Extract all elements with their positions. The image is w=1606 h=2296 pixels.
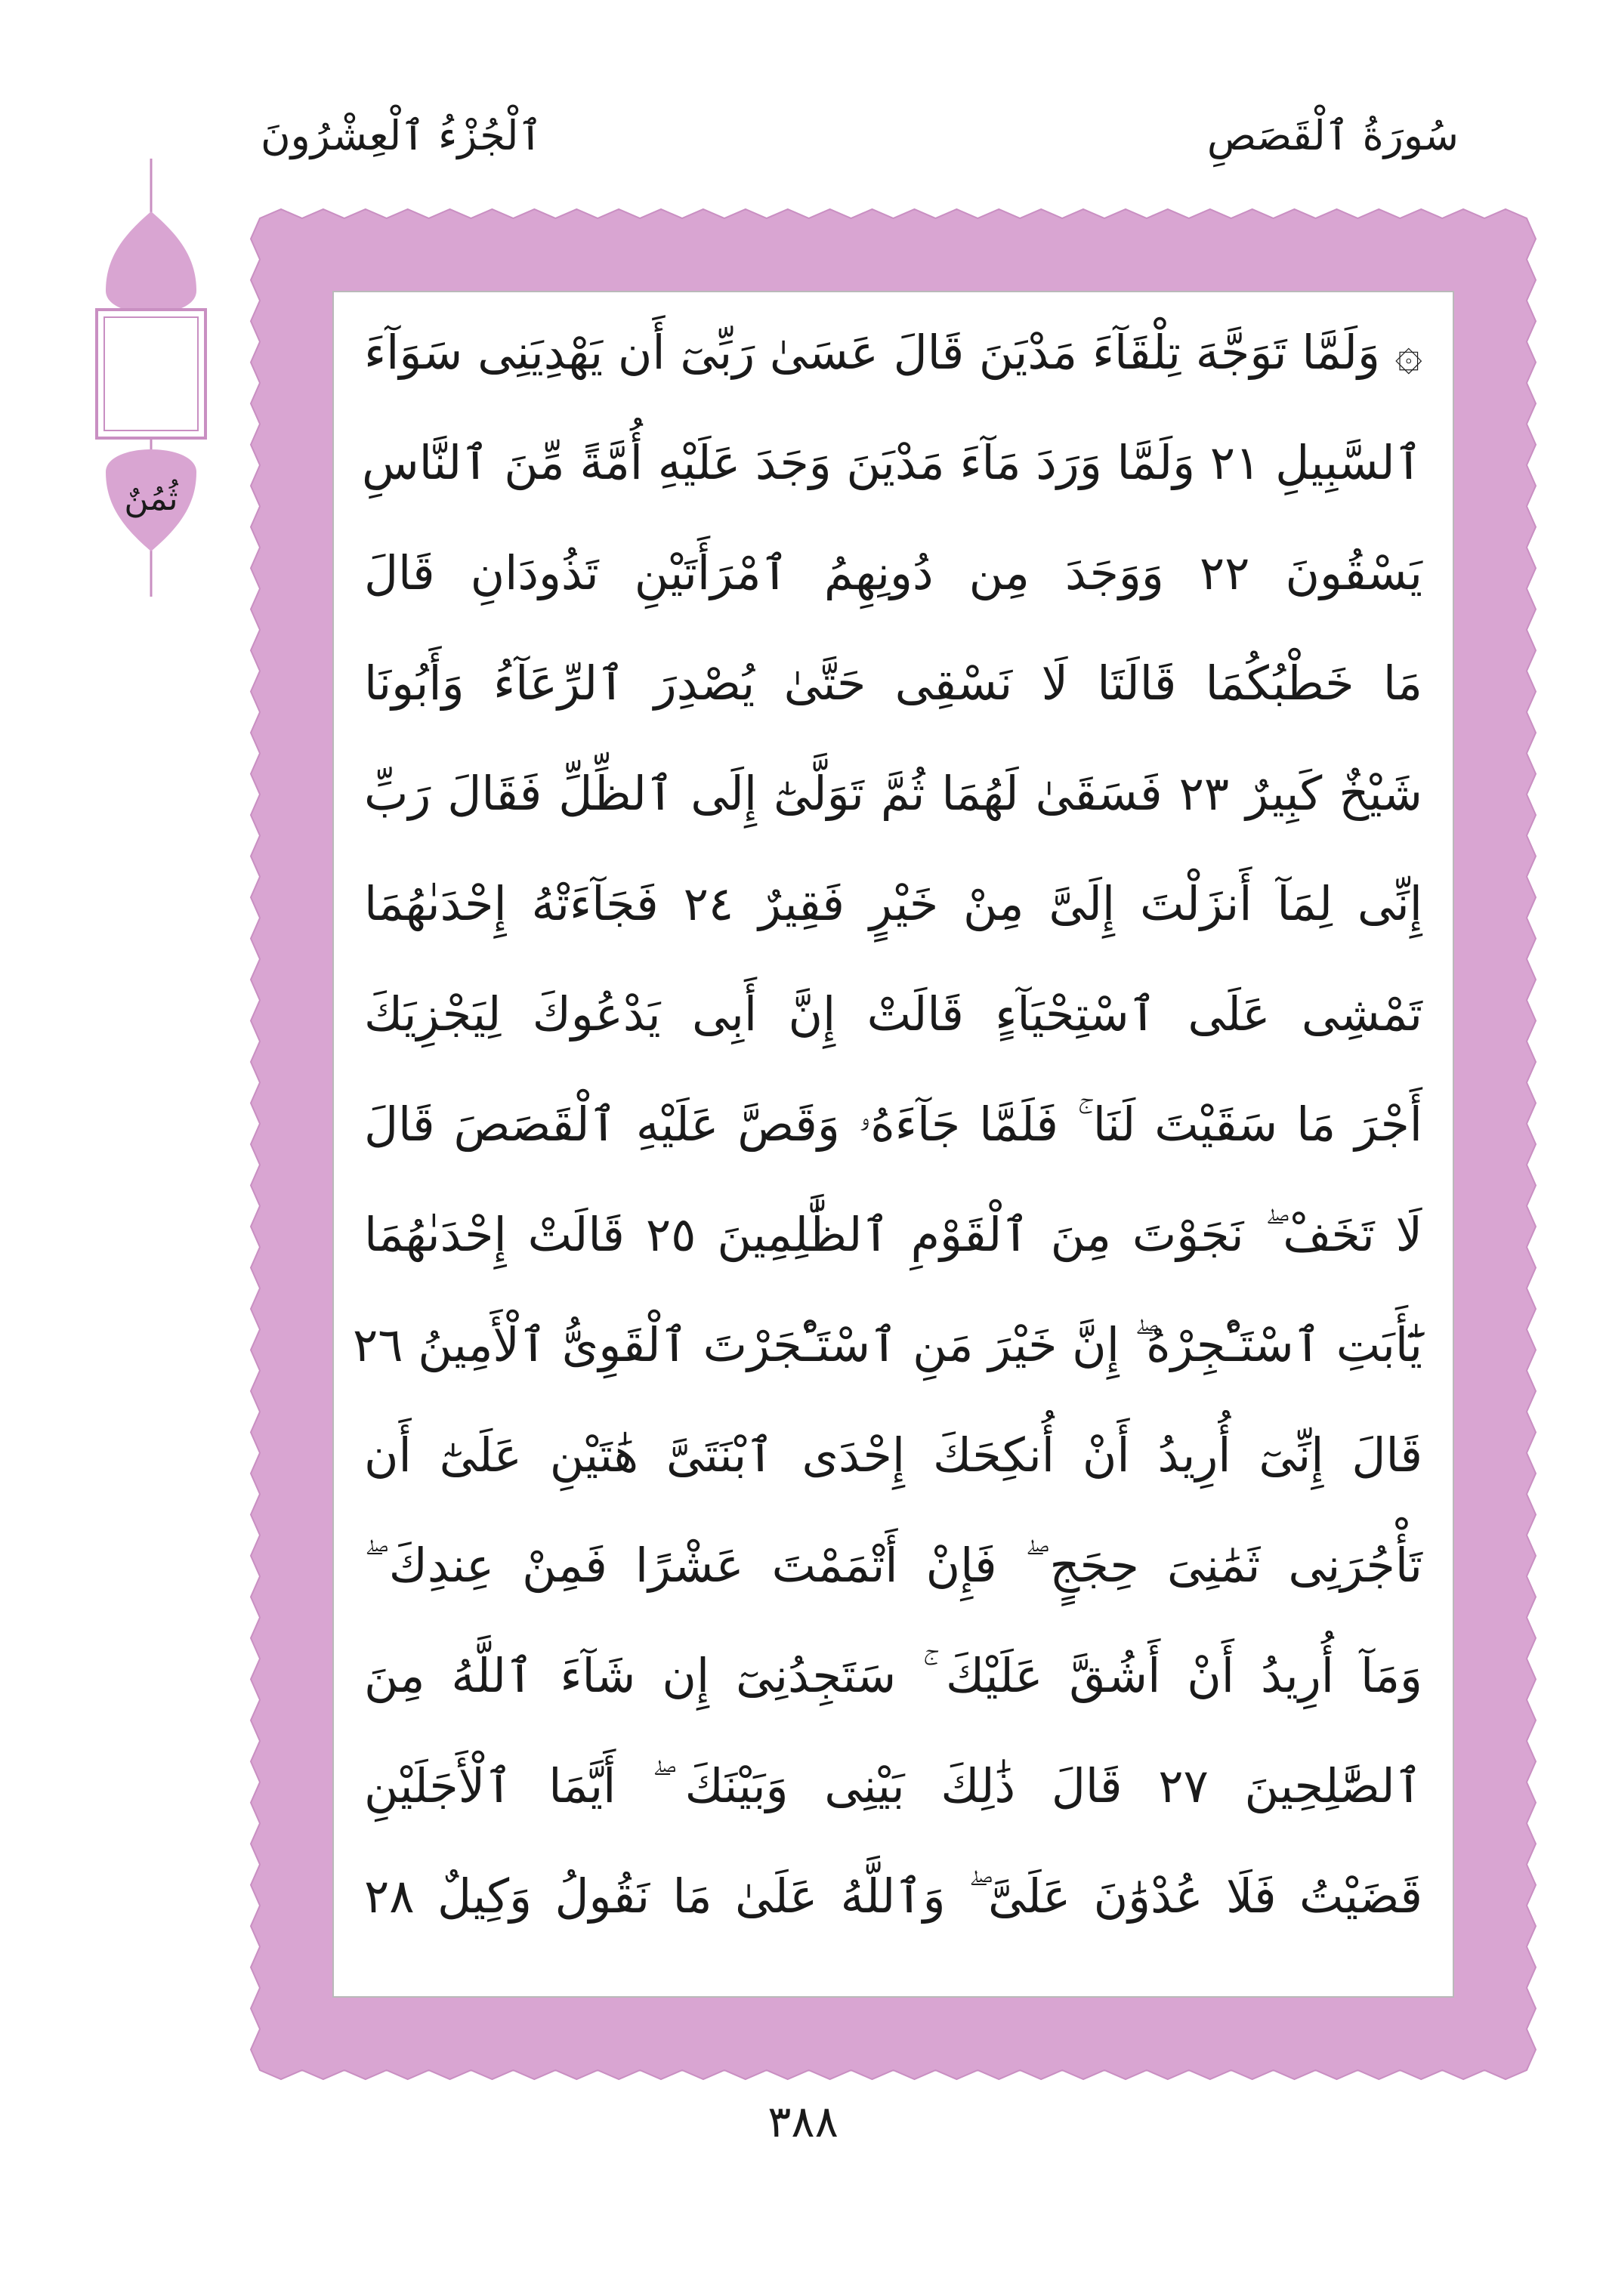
- text-line: لَا تَخَفْ ۖ نَجَوْتَ مِنَ ٱلْقَوْمِ ٱلظَّٰلِمِينَ ٢٥ قَالَتْ إِحْدَىٰهُمَا: [364, 1207, 1422, 1262]
- thumun-margin-marker: [91, 159, 212, 597]
- thumun-label: ثُمُنٌ: [124, 480, 178, 518]
- text-line: وَمَآ أُرِيدُ أَنْ أَشُقَّ عَلَيْكَ ۚ سَتَجِدُنِىٓ إِن شَآءَ ٱللَّهُ مِنَ: [364, 1648, 1422, 1703]
- juz-title: ٱلْجُزْءُ ٱلْعِشْرُونَ: [261, 112, 543, 159]
- text-line: شَيْخٌ كَبِيرٌ ٢٣ فَسَقَىٰ لَهُمَا ثُمَّ تَوَلَّىٰٓ إِلَى ٱلظِّلِّ فَقَالَ رَبِّ: [364, 766, 1422, 821]
- text-line: مَا خَطْبُكُمَا قَالَتَا لَا نَسْقِى حَتَّىٰ يُصْدِرَ ٱلرِّعَآءُ وَأَبُونَا: [364, 656, 1422, 711]
- text-line: يَسْقُونَ ٢٢ وَوَجَدَ مِن دُونِهِمُ ٱمْرَأَتَيْنِ تَذُودَانِ قَالَ: [364, 545, 1422, 600]
- text-panel: [332, 291, 1454, 1998]
- marker-ornament-icon: [91, 159, 212, 597]
- text-line: قَالَ إِنِّىٓ أُرِيدُ أَنْ أُنكِحَكَ إِحْدَى ٱبْنَتَىَّ هَٰتَيْنِ عَلَىٰٓ أَن: [364, 1427, 1422, 1483]
- text-line: قَضَيْتُ فَلَا عُدْوَٰنَ عَلَىَّ ۖ وَٱللَّهُ عَلَىٰ مَا نَقُولُ وَكِيلٌ ٢٨: [364, 1869, 1422, 1924]
- text-line: أَجْرَ مَا سَقَيْتَ لَنَا ۚ فَلَمَّا جَآءَهُۥ وَقَصَّ عَلَيْهِ ٱلْقَصَصَ قَالَ: [364, 1097, 1422, 1152]
- text-line: ٱلصَّٰلِحِينَ ٢٧ قَالَ ذَٰلِكَ بَيْنِى وَبَيْنَكَ ۖ أَيَّمَا ٱلْأَجَلَيْنِ: [364, 1758, 1422, 1813]
- surah-title: سُورَةُ ٱلْقَصَصِ: [1206, 112, 1459, 159]
- page-frame: [249, 208, 1537, 2081]
- text-line: ٱلسَّبِيلِ ٢١ وَلَمَّا وَرَدَ مَآءَ مَدْيَنَ وَجَدَ عَلَيْهِ أُمَّةً مِّنَ ٱلنَّاسِ: [362, 435, 1422, 490]
- text-line: تَمْشِى عَلَى ٱسْتِحْيَآءٍ قَالَتْ إِنَّ أَبِى يَدْعُوكَ لِيَجْزِيَكَ: [364, 986, 1422, 1042]
- text-line: تَأْجُرَنِى ثَمَٰنِىَ حِجَجٍ ۖ فَإِنْ أَتْمَمْتَ عَشْرًا فَمِنْ عِندِكَ ۖ: [364, 1538, 1422, 1593]
- text-line: إِنِّى لِمَآ أَنزَلْتَ إِلَىَّ مِنْ خَيْرٍ فَقِيرٌ ٢٤ فَجَآءَتْهُ إِحْدَىٰهُمَا: [364, 876, 1422, 931]
- page-number: ٣٨٨: [767, 2096, 839, 2147]
- text-line: يَٰٓأَبَتِ ٱسْتَـْٔجِرْهُ ۖ إِنَّ خَيْرَ مَنِ ٱسْتَـْٔجَرْتَ ٱلْقَوِىُّ ٱلْأَمِينُ ٢٦: [352, 1317, 1422, 1372]
- text-line: ۞ وَلَمَّا تَوَجَّهَ تِلْقَآءَ مَدْيَنَ قَالَ عَسَىٰ رَبِّىٓ أَن يَهْدِيَنِى سَوَآءَ: [364, 325, 1422, 380]
